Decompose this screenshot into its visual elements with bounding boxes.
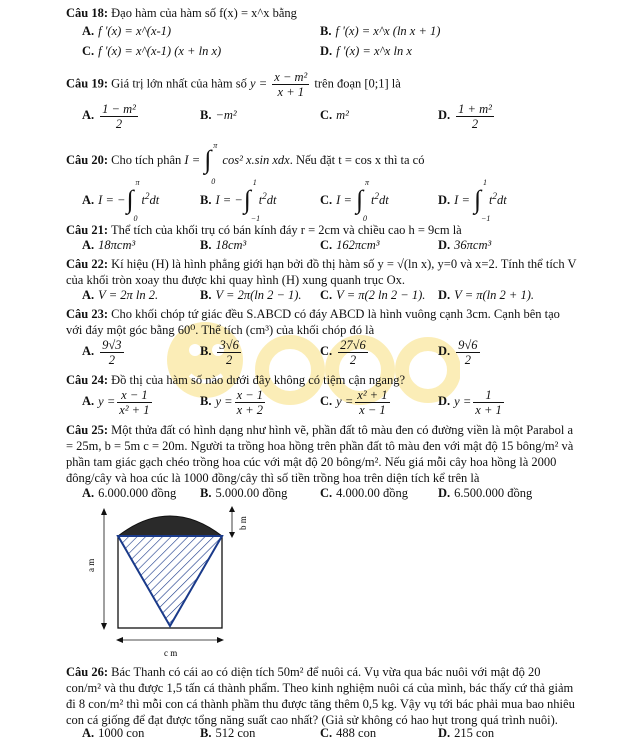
question-22 [66,256,578,288]
question-18 [66,5,578,21]
q20-option-c[interactable]: C. I = ∫ π 0 $t^2dt$ [320,178,389,223]
q21-option-d[interactable]: D. 36πcm³ [438,238,492,252]
question-text: Cho khối chóp tứ giác đều S.ABCD có đáy ABCD là hình vuông cạnh 3cm. Cạnh bên tạo với đáy một góc bằng 60⁰. Thể tích (cm³) của khối chóp đó là [66,307,560,337]
q18-options-row2 [82,44,582,64]
q26-options [82,726,582,746]
q18-option-c[interactable]: C. f '(x) = x^(x-1) (x + ln x) [82,44,222,58]
question-text: Thể tích của khối trụ có bán kính đáy r = 2cm và chiều cao h = 9cm là [110,223,462,237]
q22-option-b[interactable]: B. V = 2π(ln 2 − 1). [200,288,302,302]
q23-option-d[interactable]: D. $\frac{9√6}{2}$ [438,338,478,367]
question-23 [66,306,578,338]
question-24 [66,372,578,388]
arrow-down-icon [229,532,235,538]
label-b: b m [238,516,248,530]
parabola-shaded-region [118,516,222,536]
arrow-left-icon [116,637,123,643]
q25-option-a[interactable]: A. 6.000.000 đồng [82,486,177,500]
integrand: cos² x.sin xdx [222,152,290,167]
arrow-down-icon [101,623,107,630]
question-number: Câu 24: [66,373,109,387]
q26-option-a[interactable]: A. 1000 con [82,726,145,740]
land-plot-figure [80,500,260,660]
q22-options [82,288,582,308]
question-number: Câu 25: [66,423,109,437]
q24-option-b[interactable]: B. y = $\frac{x - 1}{x + 2}$ [200,388,264,417]
q20-options [82,178,582,223]
q22-option-a[interactable]: A. V = 2π ln 2. [82,288,159,302]
label-c: c m [164,648,178,658]
q19-option-d[interactable]: D. $\frac{\text{1 + m²}}{2}$ [438,102,492,131]
q24-options [82,388,582,420]
q23-option-a[interactable]: A. $\frac{9√3}{2}$ [82,338,122,367]
question-number: Câu 26: [66,665,109,679]
q24-option-c[interactable]: C. y = $\frac{\text{x² + 1}}{x - 1}$ [320,388,388,417]
q26-option-c[interactable]: C. 488 con [320,726,377,740]
q25-option-d[interactable]: D. 6.500.000 đồng [438,486,533,500]
question-text: Đạo hàm của hàm số f(x) = x^x bằng [111,6,297,20]
q19-options [82,102,582,134]
q23-options [82,338,582,370]
q22-option-c[interactable]: C. V = π(2 ln 2 − 1). [320,288,426,302]
question-25 [66,422,578,486]
question-number: Câu 23: [66,307,109,321]
q21-option-b[interactable]: B. 18cm³ [200,238,247,252]
q19-option-b[interactable]: B. −m² [200,108,237,122]
q18-option-b[interactable]: B. f '(x) = x^x (ln x + 1) [320,24,441,38]
q25-option-c[interactable]: C. 4.000.00 đồng [320,486,409,500]
question-text: Giá trị lớn nhất của hàm số [111,76,247,91]
question-text: Đồ thị của hàm số nào dưới đây không có tiệm cận ngang? [111,373,406,387]
question-text-after: Nếu đặt t = cos x thì ta có [295,152,425,167]
question-20: Câu 20: Cho tích phân I = ∫ π 0 cos² x.sin xdx. Nếu đặt t = cos x thì ta có [66,141,425,186]
question-26 [66,664,578,728]
question-text: Một thửa đất có hình dạng như hình vẽ, phần đất tô màu đen có đường viền là một Parabol a = 25m, b = 5m c = 20m. Người ta trồng hoa hồng trên phần đất tô màu đen với mật độ 15 bông/m² và phần tam giác gạch chéo trồng hoa cúc với mật độ 20 bông/m². Nếu giá mỗi cây hoa hồng là 2000 đông/cây và hoa cúc là 1000 đồng/cây thì số tiền trồng hoa trên diện tích kể trên là [66,423,574,485]
question-19: Câu 19: Giá trị lớn nhất của hàm số y = $\frac{\text{x − m²}}{x + 1}$ trên đoạn [0;1] là [66,70,401,99]
question-number: Câu 18: [66,6,109,20]
question-number: Câu 21: [66,223,109,237]
q19-option-a[interactable]: A. $\frac{\text{1 − m²}}{2}$ [82,102,136,131]
question-21 [66,222,578,238]
q20-option-b[interactable]: B. I = − ∫ 1 −1 $t^2dt$ [200,178,277,223]
q26-option-b[interactable]: B. 512 con [200,726,256,740]
question-number: Câu 20: [66,152,109,167]
q23-option-c[interactable]: C. $\frac{27√6}{2}$ [320,338,366,367]
hatched-triangle [118,536,222,626]
q18-option-d[interactable]: D. f '(x) = x^x ln x [320,44,412,58]
q21-option-a[interactable]: A. 18πcm³ [82,238,136,252]
q22-option-d[interactable]: D. V = π(ln 2 + 1). [438,288,534,302]
question-text: Kí hiệu (H) là hình phẳng giới hạn bởi đồ thị hàm số y = √(ln x), y=0 và x=2. Tính thể tích V của khối tròn xoay thu được khi quay hình (H) xung quanh trục Ox. [66,257,577,287]
question-text: Bác Thanh có cái ao có diện tích 50m² để nuôi cá. Vụ vừa qua bác nuôi với mật độ 20 con/m² và thu được 1,5 tấn cá thành phẩm. Theo kinh nghiệm nuôi cá của mình, bác thấy cứ thả giảm đi 8 con/m² thì mỗi con cá thành phầm thu được tăng thêm 0,5 kg. Vậy vụ tới bác phải mua bao nhiêu con cá giống để đạt được tổng năng suất cao nhất? (Giả sử không có hao hụt trong quá trình nuôi). [66,665,575,727]
q26-option-d[interactable]: D. 215 con [438,726,495,740]
q24-option-d[interactable]: D. y = $\frac{1}{x + 1}$ [438,388,502,417]
q19-option-c[interactable]: C. m² [320,108,349,122]
q24-option-a[interactable]: A. y = $\frac{x - 1}{\text{x² + 1}}$ [82,388,150,417]
q21-option-c[interactable]: C. 162πcm³ [320,238,380,252]
q18-option-a[interactable]: A. f '(x) = x^(x-1) [82,24,172,38]
question-number: Câu 19: [66,76,109,91]
q20-option-d[interactable]: D. I = ∫ 1 −1 $t^2dt$ [438,178,507,223]
label-a: a m [86,558,96,572]
arrow-up-icon [229,506,235,512]
question-text: Cho tích phân [111,152,182,167]
arrow-right-icon [217,637,224,643]
q21-options [82,238,582,258]
arrow-up-icon [101,508,107,515]
q23-option-b[interactable]: B. $\frac{3√6}{2}$ [200,338,239,367]
question-text-after: trên đoạn [0;1] là [314,76,401,91]
q18-options-row1 [82,24,582,44]
question-number: Câu 22: [66,257,109,271]
q20-option-a[interactable]: A. I = − ∫ π 0 $t^2dt$ [82,178,160,223]
q25-option-b[interactable]: B. 5.000.00 đồng [200,486,288,500]
function-fraction: $\frac{\text{x − m²}}{x + 1}$ [274,70,308,99]
